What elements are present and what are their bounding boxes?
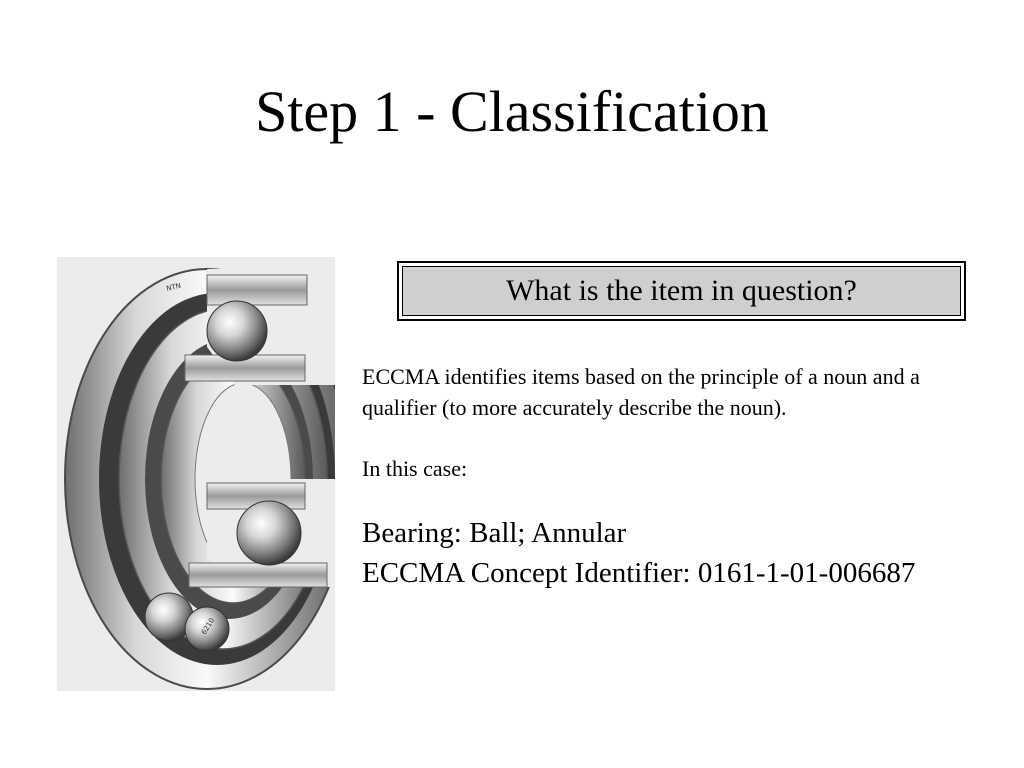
classification-name: Bearing: Ball; Annular bbox=[362, 517, 627, 549]
question-text: What is the item in question? bbox=[506, 274, 857, 307]
intro-paragraph: ECCMA identifies items based on the principle of a noun and a qualifier (to more accurately describe the noun). bbox=[362, 364, 920, 420]
ball-bearing-icon bbox=[57, 257, 335, 691]
concept-identifier: ECCMA Concept Identifier: 0161-1-01-006687 bbox=[362, 557, 916, 589]
slide-title: Step 1 - Classification bbox=[255, 79, 769, 144]
bearing-photo bbox=[57, 257, 335, 691]
svg-text:NTN: NTN bbox=[165, 281, 182, 293]
case-label: In this case: bbox=[362, 456, 468, 481]
question-box-inner bbox=[402, 266, 961, 316]
svg-text:6210: 6210 bbox=[199, 616, 217, 637]
classification-block bbox=[362, 513, 952, 593]
question-box bbox=[397, 261, 966, 321]
